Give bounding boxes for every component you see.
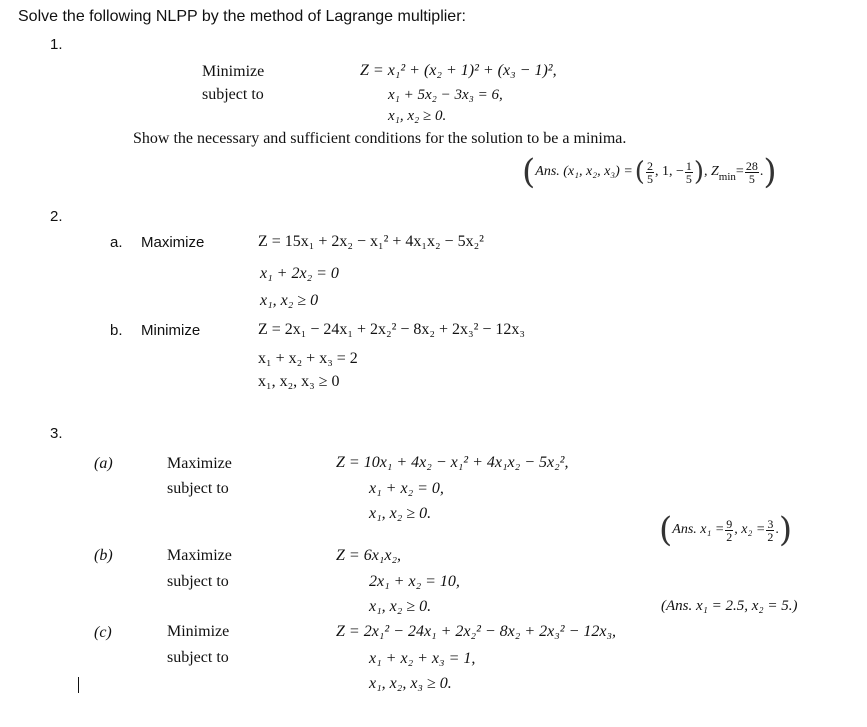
q3c-constraint-1: x₁ + x₂ + x₃ = 1,: [369, 650, 476, 667]
q2b-constraint-2: x₁, x₂, x₃ ≥ 0: [258, 373, 340, 390]
q3a-answer: [659, 510, 792, 550]
q1-answer-mid: , 1, −: [654, 164, 684, 179]
text-cursor: [78, 677, 79, 693]
q3a-answer-prefix: Ans. x₁ =: [672, 522, 725, 537]
q3b-label-maximize: Maximize: [167, 547, 232, 564]
q2-number: 2.: [50, 208, 63, 225]
q3c-objective: Z = 2x₁² − 24x₁ + 2x₂² − 8x₂ + 2x₃² − 12x₃,: [336, 623, 617, 640]
q3a-constraint-2: x₁, x₂ ≥ 0.: [369, 505, 432, 522]
q3b-label-subject-to: subject to: [167, 573, 229, 590]
q1-zmin-subscript: min: [718, 171, 736, 183]
left-paren-icon: (: [659, 510, 673, 550]
q3a-label-maximize: Maximize: [167, 455, 232, 472]
q2a-constraint-1: x₁ + 2x₂ = 0: [260, 265, 339, 282]
q1-answer-end: .: [759, 164, 764, 179]
left-paren-icon: (: [634, 157, 645, 187]
q1-answer-prefix: Ans. (x₁, x₂, x₃) =: [535, 164, 633, 179]
q3b-answer: (Ans. x₁ = 2.5, x₂ = 5.): [661, 598, 798, 614]
q3c-label-minimize: Minimize: [167, 623, 230, 640]
q2a-letter: a.: [110, 234, 123, 251]
q3b-constraint-1: 2x₁ + x₂ = 10,: [369, 573, 460, 590]
right-paren-icon: ): [778, 510, 793, 550]
q1-label-minimize: Minimize: [202, 63, 265, 80]
q3a-answer-end: .: [775, 522, 779, 537]
q2a-label: Maximize: [141, 234, 205, 251]
q3a-answer-mid: , x₂ =: [734, 522, 766, 537]
fraction: $\frac{9}{2}$: [726, 516, 733, 544]
q1-number: 1.: [50, 36, 63, 53]
q2b-constraint-1: x₁ + x₂ + x₃ = 2: [258, 350, 358, 367]
q2a-objective: Z = 15x₁ + 2x₂ − x₁² + 4x₁x₂ − 5x₂²: [258, 233, 484, 250]
q1-constraint-2: x₁, x₂ ≥ 0.: [388, 108, 447, 124]
q3c-letter: (c): [94, 624, 112, 641]
q1-label-subject-to: subject to: [202, 86, 264, 103]
q1-zmin-equals: =: [735, 164, 744, 179]
fraction: $\frac{28}{5}$: [745, 158, 758, 186]
q2a-constraint-2: x₁, x₂ ≥ 0: [260, 292, 319, 309]
q3c-label-subject-to: subject to: [167, 649, 229, 666]
fraction: $\frac{1}{5}$: [685, 158, 692, 186]
q3b-constraint-2: x₁, x₂ ≥ 0.: [369, 598, 432, 615]
q3b-objective: Z = 6x₁x₂,: [336, 547, 402, 564]
q1-instruction: Show the necessary and sufficient conditions for the solution to be a minima.: [133, 130, 627, 147]
fraction: $\frac{3}{2}$: [767, 516, 774, 544]
q1-zmin-label: , Z: [704, 164, 719, 179]
q2b-objective: Z = 2x₁ − 24x₁ + 2x₂² − 8x₂ + 2x₃² − 12x₃: [258, 321, 525, 338]
q3b-letter: (b): [94, 547, 113, 564]
right-paren-icon: ): [763, 152, 777, 192]
page-heading: Solve the following NLPP by the method of Lagrange multiplier:: [18, 8, 466, 25]
q3a-label-subject-to: subject to: [167, 480, 229, 497]
left-paren-icon: (: [522, 152, 536, 192]
fraction: $\frac{2}{5}$: [646, 158, 653, 186]
q2b-letter: b.: [110, 322, 123, 339]
q3a-objective: Z = 10x₁ + 4x₂ − x₁² + 4x₁x₂ − 5x₂²,: [336, 454, 569, 471]
q3a-constraint-1: x₁ + x₂ = 0,: [369, 480, 444, 497]
q3a-letter: (a): [94, 455, 113, 472]
right-paren-icon: ): [693, 157, 704, 187]
q2b-label: Minimize: [141, 322, 201, 339]
q3-number: 3.: [50, 425, 63, 442]
q3c-constraint-2: x₁, x₂, x₃ ≥ 0.: [369, 675, 452, 692]
q1-objective: Z = x₁² + (x₂ + 1)² + (x₃ − 1)²,: [360, 62, 557, 79]
q1-answer: [522, 152, 777, 192]
q1-constraint-1: x₁ + 5x₂ − 3x₃ = 6,: [388, 87, 503, 103]
